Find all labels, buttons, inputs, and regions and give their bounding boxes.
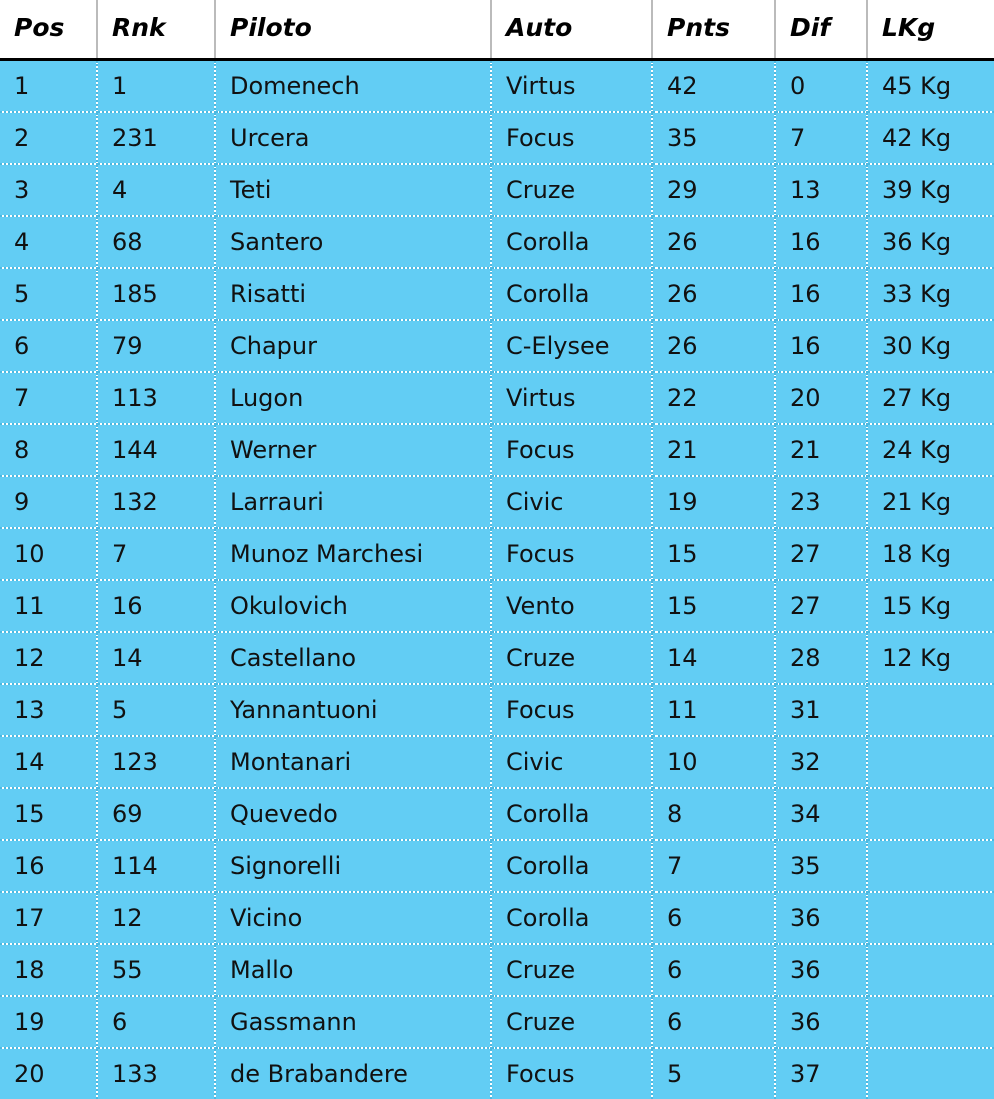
cell-dif: 27	[775, 528, 867, 580]
cell-pos: 10	[0, 528, 97, 580]
cell-rnk: 68	[97, 216, 215, 268]
column-header-lkg: LKg	[867, 0, 994, 60]
cell-auto: Civic	[491, 736, 652, 788]
cell-pnts: 6	[652, 944, 775, 996]
table-row	[0, 320, 994, 372]
cell-pil: Gassmann	[215, 996, 491, 1048]
table-row	[0, 996, 994, 1048]
cell-auto: Focus	[491, 528, 652, 580]
cell-rnk: 14	[97, 632, 215, 684]
column-header-rnk: Rnk	[97, 0, 215, 60]
cell-auto: Corolla	[491, 840, 652, 892]
cell-pil: Chapur	[215, 320, 491, 372]
cell-lkg	[867, 684, 994, 736]
cell-lkg: 15 Kg	[867, 580, 994, 632]
cell-auto: Cruze	[491, 996, 652, 1048]
cell-lkg: 42 Kg	[867, 112, 994, 164]
cell-dif: 21	[775, 424, 867, 476]
cell-pil: Okulovich	[215, 580, 491, 632]
cell-dif: 27	[775, 580, 867, 632]
cell-pnts: 10	[652, 736, 775, 788]
cell-pnts: 29	[652, 164, 775, 216]
cell-pnts: 15	[652, 580, 775, 632]
cell-pos: 8	[0, 424, 97, 476]
cell-rnk: 133	[97, 1048, 215, 1099]
table-row	[0, 476, 994, 528]
cell-pos: 7	[0, 372, 97, 424]
cell-pil: Larrauri	[215, 476, 491, 528]
cell-pos: 1	[0, 60, 97, 113]
cell-auto: Corolla	[491, 892, 652, 944]
cell-dif: 32	[775, 736, 867, 788]
cell-lkg: 30 Kg	[867, 320, 994, 372]
cell-pil: Castellano	[215, 632, 491, 684]
cell-auto: Corolla	[491, 268, 652, 320]
column-header-auto: Auto	[491, 0, 652, 60]
cell-pil: Teti	[215, 164, 491, 216]
cell-auto: Cruze	[491, 164, 652, 216]
cell-pil: Domenech	[215, 60, 491, 113]
cell-auto: Focus	[491, 684, 652, 736]
cell-rnk: 1	[97, 60, 215, 113]
cell-pnts: 6	[652, 996, 775, 1048]
table-row	[0, 372, 994, 424]
header-row	[0, 0, 994, 60]
cell-dif: 37	[775, 1048, 867, 1099]
cell-pos: 14	[0, 736, 97, 788]
table-row	[0, 840, 994, 892]
table-header	[0, 0, 994, 60]
cell-rnk: 114	[97, 840, 215, 892]
cell-pil: Quevedo	[215, 788, 491, 840]
cell-dif: 0	[775, 60, 867, 113]
cell-pos: 18	[0, 944, 97, 996]
cell-rnk: 16	[97, 580, 215, 632]
cell-rnk: 123	[97, 736, 215, 788]
cell-auto: Corolla	[491, 216, 652, 268]
cell-rnk: 79	[97, 320, 215, 372]
cell-lkg: 45 Kg	[867, 60, 994, 113]
table-row	[0, 268, 994, 320]
table-row	[0, 632, 994, 684]
cell-pos: 15	[0, 788, 97, 840]
table-row	[0, 216, 994, 268]
cell-dif: 35	[775, 840, 867, 892]
cell-lkg	[867, 1048, 994, 1099]
cell-rnk: 55	[97, 944, 215, 996]
cell-pos: 12	[0, 632, 97, 684]
cell-pos: 17	[0, 892, 97, 944]
cell-auto: Vento	[491, 580, 652, 632]
column-header-pil: Piloto	[215, 0, 491, 60]
cell-pos: 20	[0, 1048, 97, 1099]
column-header-dif: Dif	[775, 0, 867, 60]
cell-pnts: 42	[652, 60, 775, 113]
cell-dif: 13	[775, 164, 867, 216]
table-row	[0, 528, 994, 580]
cell-pos: 19	[0, 996, 97, 1048]
cell-dif: 16	[775, 268, 867, 320]
cell-rnk: 113	[97, 372, 215, 424]
table-row	[0, 944, 994, 996]
cell-pnts: 5	[652, 1048, 775, 1099]
cell-pnts: 26	[652, 216, 775, 268]
cell-pil: Werner	[215, 424, 491, 476]
table-row	[0, 164, 994, 216]
cell-rnk: 12	[97, 892, 215, 944]
cell-pil: Munoz Marchesi	[215, 528, 491, 580]
cell-rnk: 7	[97, 528, 215, 580]
cell-auto: Corolla	[491, 788, 652, 840]
cell-dif: 23	[775, 476, 867, 528]
cell-pos: 5	[0, 268, 97, 320]
cell-rnk: 69	[97, 788, 215, 840]
cell-dif: 20	[775, 372, 867, 424]
cell-lkg: 12 Kg	[867, 632, 994, 684]
table-row	[0, 684, 994, 736]
cell-pos: 4	[0, 216, 97, 268]
cell-pnts: 26	[652, 268, 775, 320]
cell-dif: 31	[775, 684, 867, 736]
cell-dif: 7	[775, 112, 867, 164]
cell-pos: 11	[0, 580, 97, 632]
cell-dif: 16	[775, 320, 867, 372]
cell-auto: Virtus	[491, 60, 652, 113]
column-header-pos: Pos	[0, 0, 97, 60]
cell-pnts: 6	[652, 892, 775, 944]
cell-pnts: 7	[652, 840, 775, 892]
cell-lkg	[867, 944, 994, 996]
cell-pnts: 26	[652, 320, 775, 372]
cell-rnk: 4	[97, 164, 215, 216]
cell-pil: Montanari	[215, 736, 491, 788]
cell-pil: Signorelli	[215, 840, 491, 892]
table-row	[0, 788, 994, 840]
cell-dif: 28	[775, 632, 867, 684]
cell-dif: 36	[775, 892, 867, 944]
cell-dif: 34	[775, 788, 867, 840]
cell-rnk: 5	[97, 684, 215, 736]
cell-rnk: 144	[97, 424, 215, 476]
cell-lkg	[867, 892, 994, 944]
table-row	[0, 112, 994, 164]
cell-pnts: 22	[652, 372, 775, 424]
cell-lkg: 21 Kg	[867, 476, 994, 528]
table-row	[0, 580, 994, 632]
cell-rnk: 185	[97, 268, 215, 320]
cell-pos: 16	[0, 840, 97, 892]
cell-auto: Focus	[491, 1048, 652, 1099]
cell-auto: C-Elysee	[491, 320, 652, 372]
cell-lkg	[867, 788, 994, 840]
table-row	[0, 736, 994, 788]
table-row	[0, 424, 994, 476]
cell-dif: 36	[775, 944, 867, 996]
cell-lkg: 18 Kg	[867, 528, 994, 580]
cell-pos: 9	[0, 476, 97, 528]
cell-pil: Vicino	[215, 892, 491, 944]
cell-auto: Focus	[491, 424, 652, 476]
cell-rnk: 6	[97, 996, 215, 1048]
cell-pil: Mallo	[215, 944, 491, 996]
cell-lkg	[867, 840, 994, 892]
cell-dif: 16	[775, 216, 867, 268]
cell-lkg: 39 Kg	[867, 164, 994, 216]
cell-pos: 2	[0, 112, 97, 164]
cell-auto: Civic	[491, 476, 652, 528]
cell-pnts: 35	[652, 112, 775, 164]
cell-lkg	[867, 996, 994, 1048]
column-header-pnts: Pnts	[652, 0, 775, 60]
cell-rnk: 132	[97, 476, 215, 528]
cell-lkg: 36 Kg	[867, 216, 994, 268]
cell-lkg	[867, 736, 994, 788]
cell-pil: Lugon	[215, 372, 491, 424]
cell-lkg: 27 Kg	[867, 372, 994, 424]
cell-auto: Focus	[491, 112, 652, 164]
cell-rnk: 231	[97, 112, 215, 164]
cell-pnts: 15	[652, 528, 775, 580]
cell-pil: Santero	[215, 216, 491, 268]
cell-pil: Yannantuoni	[215, 684, 491, 736]
cell-pnts: 21	[652, 424, 775, 476]
table-body	[0, 60, 994, 1099]
cell-pnts: 11	[652, 684, 775, 736]
table-row	[0, 892, 994, 944]
cell-pil: Risatti	[215, 268, 491, 320]
cell-auto: Virtus	[491, 372, 652, 424]
cell-auto: Cruze	[491, 944, 652, 996]
cell-pnts: 14	[652, 632, 775, 684]
cell-pnts: 8	[652, 788, 775, 840]
cell-dif: 36	[775, 996, 867, 1048]
table-row	[0, 1048, 994, 1099]
cell-lkg: 24 Kg	[867, 424, 994, 476]
cell-pos: 3	[0, 164, 97, 216]
cell-auto: Cruze	[491, 632, 652, 684]
cell-lkg: 33 Kg	[867, 268, 994, 320]
table-row	[0, 60, 994, 113]
cell-pil: Urcera	[215, 112, 491, 164]
cell-pos: 13	[0, 684, 97, 736]
cell-pnts: 19	[652, 476, 775, 528]
cell-pos: 6	[0, 320, 97, 372]
cell-pil: de Brabandere	[215, 1048, 491, 1099]
